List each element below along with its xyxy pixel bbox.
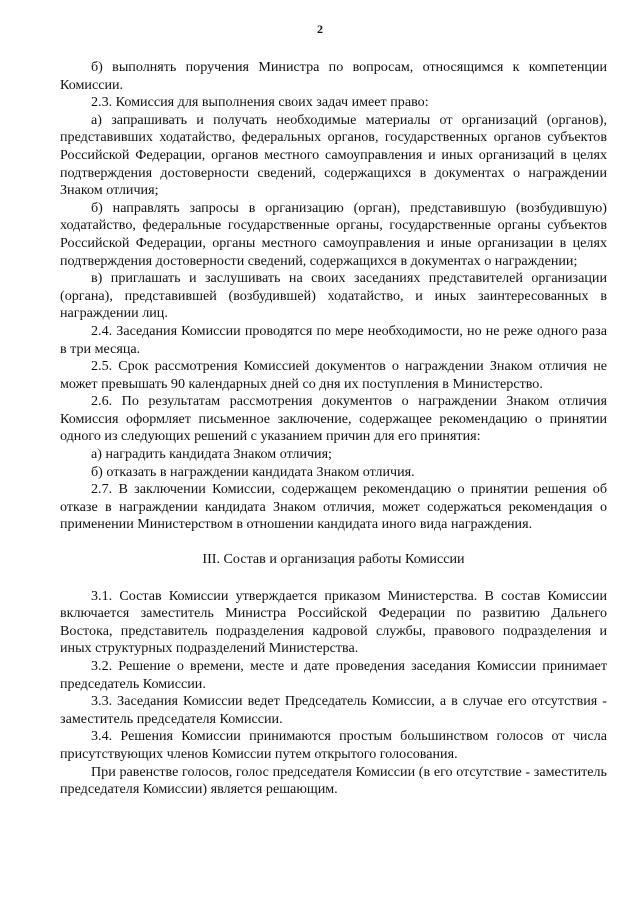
- paragraph-2-6b: б) отказать в награждении кандидата Знаком отличия.: [91, 463, 415, 480]
- paragraph-3-1: 3.1. Состав Комиссии утверждается приказом Министерства. В состав Комиссии включается заместитель Министра Российской Федерации по развитию Дальнего Востока, представитель подразделения кадровой службы, правового подразделения и иных структурных подразделений Министерства.: [60, 587, 607, 657]
- paragraph-3-4: 3.4. Решения Комиссии принимаются простым большинством голосов от числа присутствующих членов Комиссии путем открытого голосования.: [60, 728, 607, 762]
- paragraph-2-5: 2.5. Срок рассмотрения Комиссией документов о награждении Знаком отличия не может превышать 90 календарных дней со дня их поступления в Министерство.: [60, 358, 607, 392]
- paragraph-2-4: 2.4. Заседания Комиссии проводятся по мере необходимости, но не реже одного раза в три месяца.: [60, 322, 607, 357]
- paragraph-2-3b: б) направлять запросы в организацию (орган), представившую (возбудившую) ходатайство, федеральные государственные органы, государственные органы субъектов Российской Федерации, органы местного самоуправления и иные организации в целях подтверждения достоверности сведений, содержащихся в документах о награждении;: [60, 199, 607, 269]
- paragraph-3-4-tie: При равенстве голосов, голос председателя Комиссии (в его отсутствие - заместитель председателя Комиссии) является решающим.: [60, 763, 607, 798]
- paragraph-2-6: 2.6. По результатам рассмотрения документов о награждении Знаком отличия Комиссия оформляет письменное заключение, содержащее рекомендацию о принятии одного из следующих решений с указанием причин для его принятия:: [60, 393, 607, 445]
- page-number: 2: [317, 22, 323, 36]
- section-3-heading: III. Состав и организация работы Комиссии: [202, 551, 465, 568]
- paragraph-3-2: 3.2. Решение о времени, месте и дате проведения заседания Комиссии принимает председатель Комиссии.: [60, 658, 607, 692]
- document-body: [60, 59, 607, 799]
- paragraph-3-3: 3.3. Заседания Комиссии ведет Председатель Комиссии, а в случае его отсутствия - заместитель председателя Комиссии.: [60, 693, 607, 727]
- paragraph-2-7: 2.7. В заключении Комиссии, содержащем рекомендацию о принятии решения об отказе в награждении кандидата Знаком отличия, может содержаться рекомендация о применении Министерством в отношении кандидата иного вида награждения.: [60, 481, 607, 533]
- paragraph-2-3: 2.3. Комиссия для выполнения своих задач имеет право:: [91, 94, 429, 111]
- paragraph-2-3a: а) запрашивать и получать необходимые материалы от организаций (органов), представивших ходатайство, федеральных органов, государственных органов субъектов Российской Федерации, органов местного самоуправления и иных организаций в целях подтверждения достоверности сведений, содержащихся в документах о награждении Знаком отличия;: [60, 111, 607, 199]
- paragraph-2-2b: б) выполнять поручения Министра по вопросам, относящимся к компетенции Комиссии.: [60, 59, 607, 93]
- paragraph-2-3v: в) приглашать и заслушивать на своих заседаниях представителей организации (органа), представившей (возбудившей) ходатайство, и иных заинтересованных в награждении лиц.: [60, 270, 607, 322]
- paragraph-2-6a: а) наградить кандидата Знаком отличия;: [91, 446, 332, 463]
